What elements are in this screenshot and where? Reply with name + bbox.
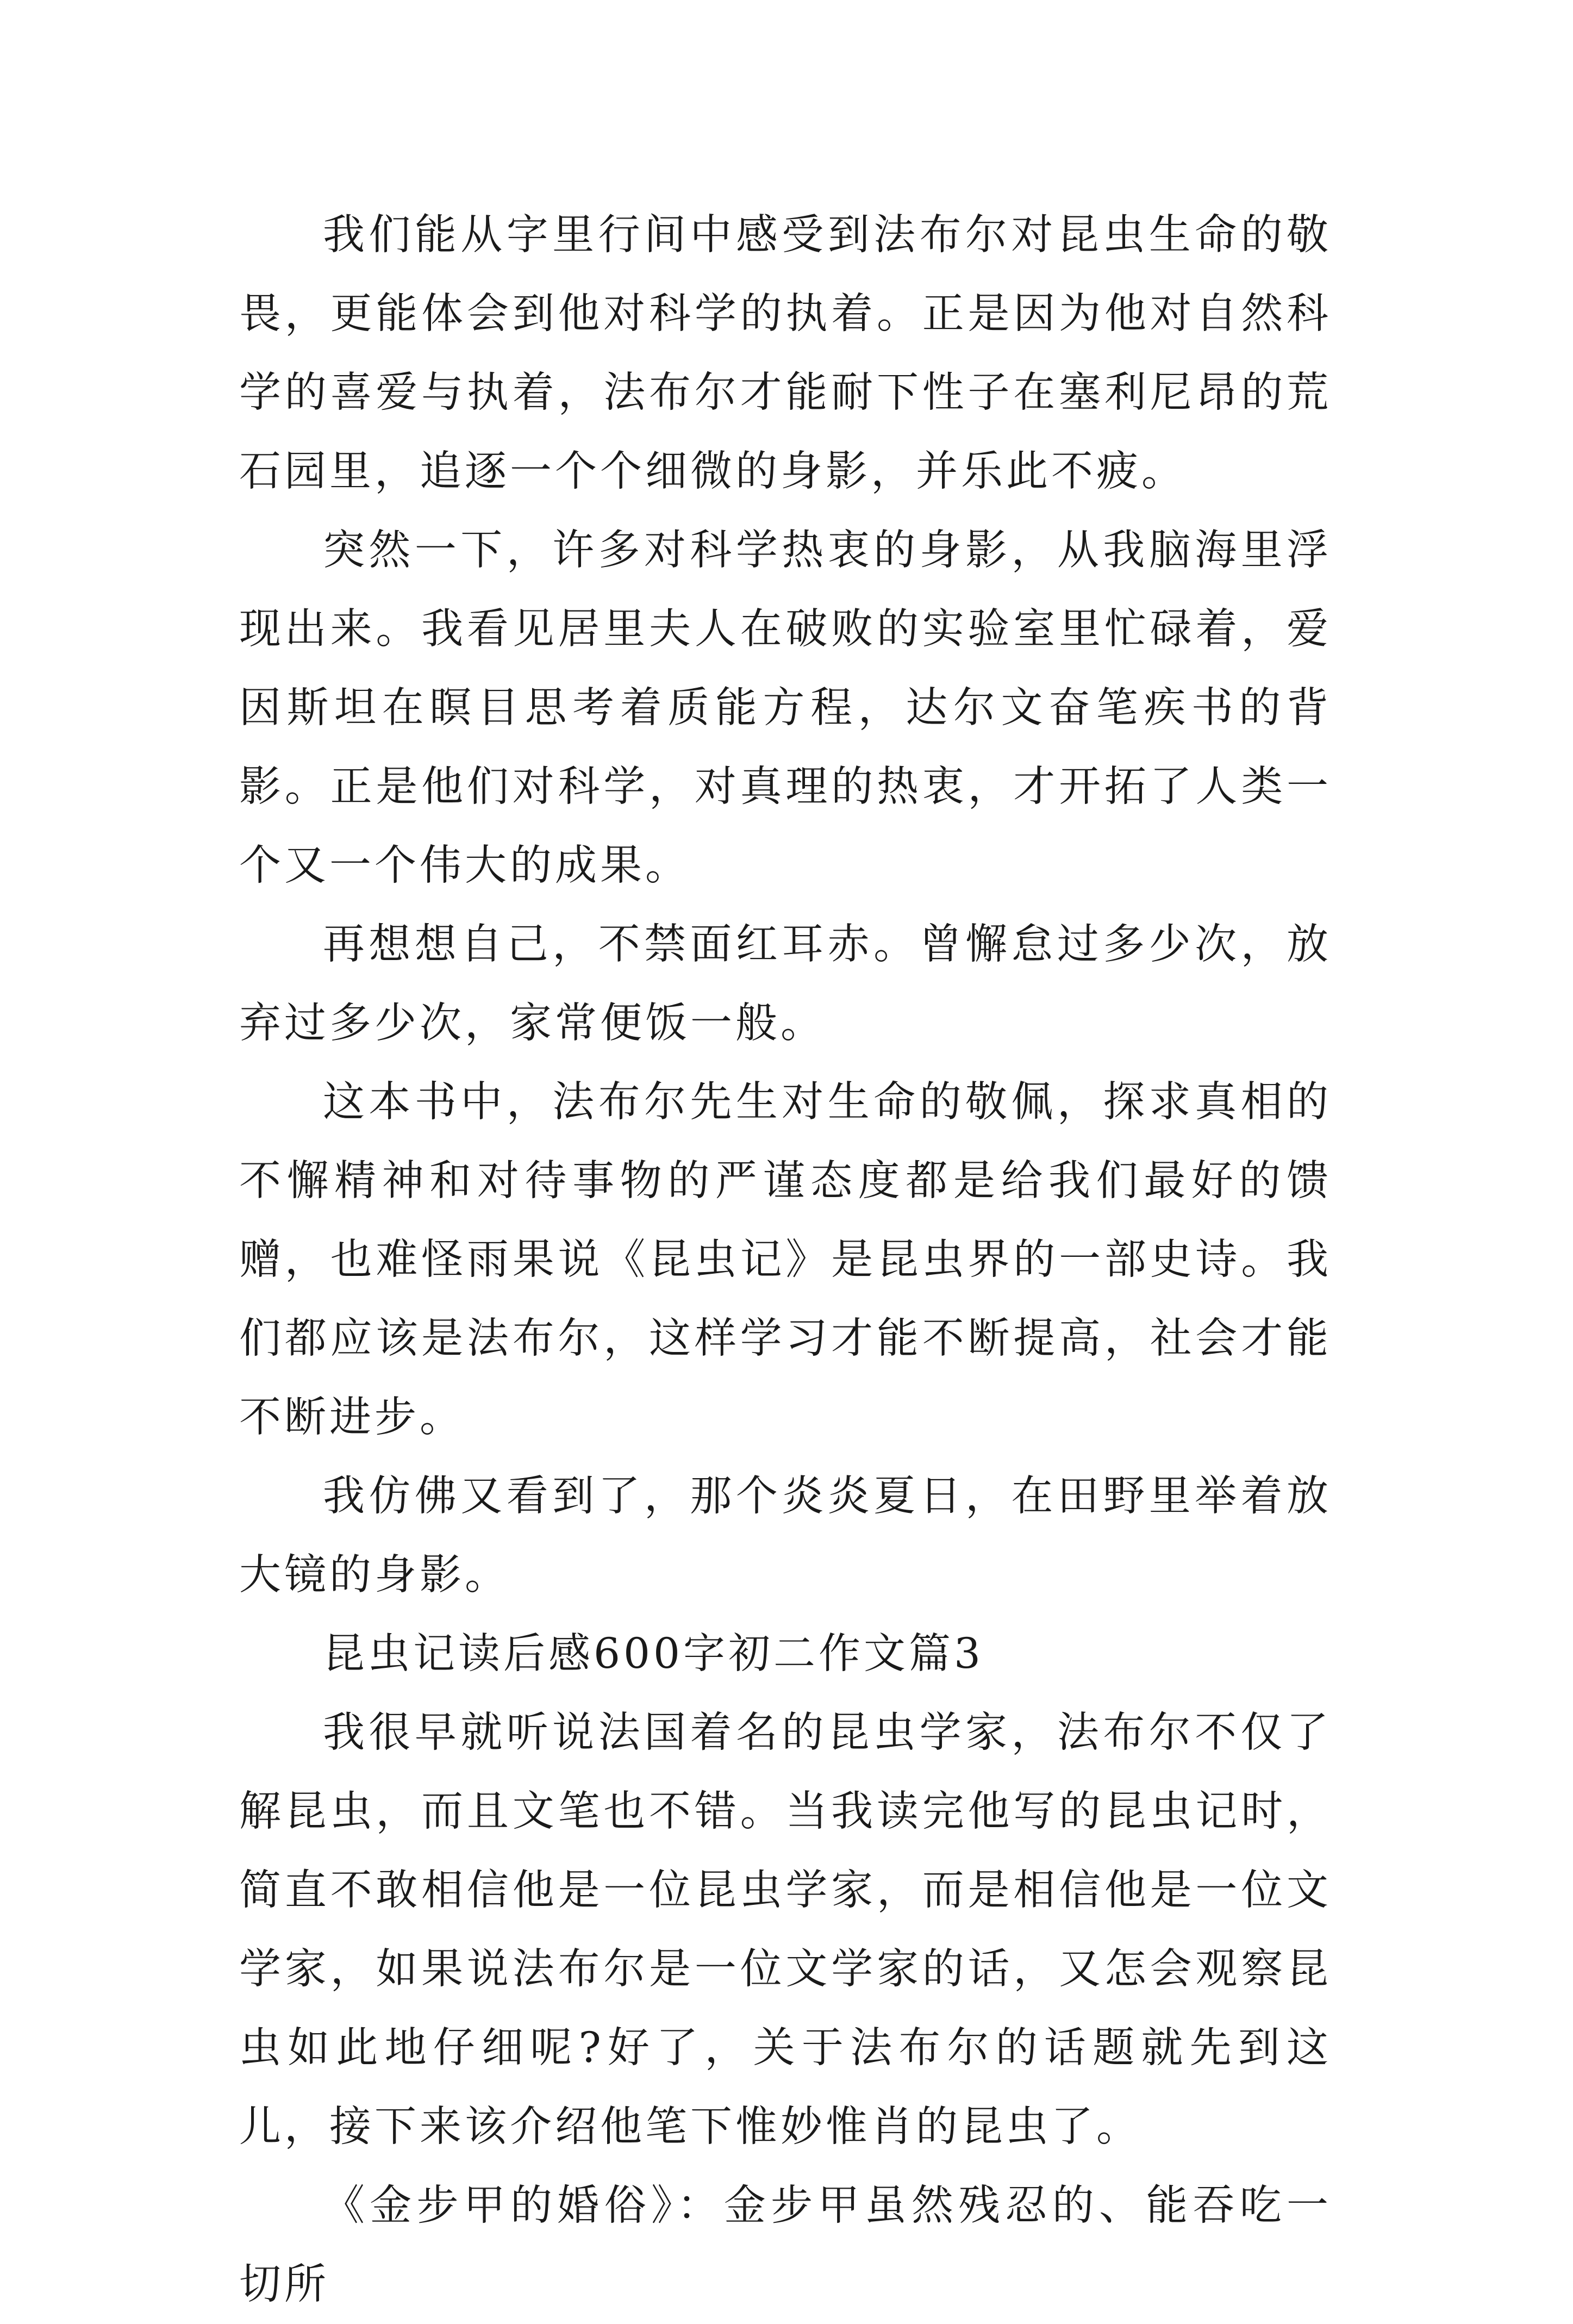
- paragraph: 我们能从字里行间中感受到法布尔对昆虫生命的敬畏，更能体会到他对科学的执着。正是因为他对自然科学的喜爱与执着，法布尔才能耐下性子在塞利尼昂的荒石园里，追逐一个个细微的身影，并乐此不疲。: [239, 211, 1332, 496]
- paragraph: 突然一下，许多对科学热衷的身影，从我脑海里浮现出来。我看见居里夫人在破败的实验室里忙碌着，爱因斯坦在瞑目思考着质能方程，达尔文奋笔疾书的背影。正是他们对科学，对真理的热衷，才开拓了人类一个又一个伟大的成果。: [239, 526, 1332, 890]
- paragraph: 再想想自己，不禁面红耳赤。曾懈怠过多少次，放弃过多少次，家常便饭一般。: [239, 920, 1332, 1048]
- paragraph: 《金步甲的婚俗》：金步甲虽然残忍的、能吞吃一切所: [239, 2182, 1332, 2309]
- paragraph: 这本书中，法布尔先生对生命的敬佩，探求真相的不懈精神和对待事物的严谨态度都是给我们最好的馈赠，也难怪雨果说《昆虫记》是昆虫界的一部史诗。我们都应该是法布尔，这样学习才能不断提高，社会才能不断进步。: [239, 1078, 1332, 1442]
- paragraph: 我很早就听说法国着名的昆虫学家，法布尔不仅了解昆虫，而且文笔也不错。当我读完他写的昆虫记时，简直不敢相信他是一位昆虫学家，而是相信他是一位文学家，如果说法布尔是一位文学家的话，又怎会观察昆虫如此地仔细呢?好了，关于法布尔的话题就先到这儿，接下来该介绍他笔下惟妙惟肖的昆虫了。: [239, 1709, 1332, 2151]
- paragraph: 我仿佛又看到了，那个炎炎夏日，在田野里举着放大镜的身影。: [239, 1472, 1332, 1599]
- section-heading: 昆虫记读后感600字初二作文篇3: [323, 1630, 984, 1678]
- document-body: [239, 196, 1332, 2324]
